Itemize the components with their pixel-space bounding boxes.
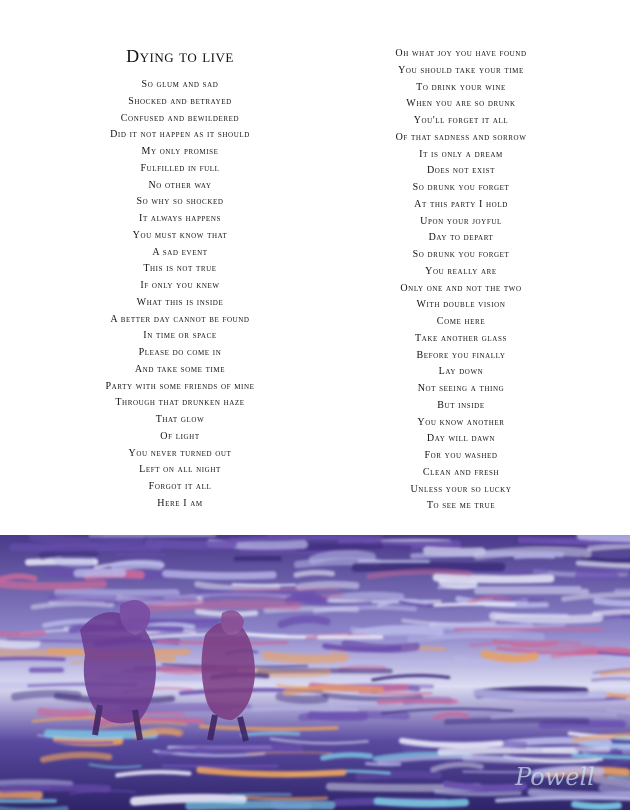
- brush-stroke: [413, 554, 562, 556]
- brush-stroke: [323, 755, 370, 758]
- poem-line: No other way: [148, 179, 212, 191]
- poem-line: Does not exist: [426, 165, 496, 177]
- brush-stroke: [42, 551, 94, 556]
- poem-line: You really are: [425, 265, 497, 277]
- brush-stroke: [299, 584, 356, 587]
- brush-stroke: [581, 535, 630, 538]
- poem-line: Here I am: [157, 497, 203, 509]
- poem-line: Take another glass: [415, 332, 507, 344]
- poem-line: Forgot it all: [148, 481, 212, 492]
- brush-stroke: [379, 701, 456, 703]
- brush-stroke: [3, 788, 107, 790]
- poem-line: Before you finally: [416, 349, 506, 361]
- poem-line: Unless your so lucky: [410, 483, 512, 495]
- poem-title: Dying to live: [126, 46, 234, 66]
- poem-line: With double vision: [416, 299, 506, 311]
- brush-stroke: [242, 733, 299, 735]
- brush-stroke: [58, 561, 90, 564]
- poem-line: To drink your wine: [416, 81, 506, 93]
- brush-stroke: [578, 563, 630, 566]
- brush-stroke: [574, 804, 618, 806]
- brush-stroke: [0, 642, 36, 644]
- poem-line: What this is inside: [136, 296, 224, 308]
- brush-stroke: [447, 720, 587, 722]
- poem-line: Confused and bewildered: [120, 112, 240, 124]
- poem-line: You must know that: [132, 229, 228, 241]
- poem-line: At this party I hold: [414, 198, 508, 210]
- poem-line: If only you knew: [140, 280, 220, 291]
- brush-stroke: [622, 578, 630, 579]
- poem-line: You know another: [417, 416, 505, 428]
- brush-stroke: [0, 658, 64, 660]
- poem-line: My only promise: [141, 146, 219, 157]
- poem-line: Lay down: [438, 366, 484, 378]
- poem-line: You should take your time: [398, 64, 524, 76]
- brush-stroke: [166, 574, 273, 576]
- brush-stroke: [356, 567, 501, 568]
- brush-stroke: [267, 656, 345, 659]
- poem-line: For you washed: [424, 450, 498, 461]
- poem-line: Of light: [160, 430, 200, 442]
- brush-stroke: [302, 715, 406, 718]
- poem-line: Of that sadness and sorrow: [395, 131, 527, 143]
- brush-stroke: [602, 788, 630, 791]
- brush-stroke: [594, 612, 630, 614]
- brush-stroke: [623, 616, 630, 618]
- poem-line: So drunk you forget: [412, 249, 510, 260]
- poem-line: Did it not happen as it should: [110, 129, 250, 141]
- brush-stroke: [198, 592, 312, 593]
- poem-line: Clean and fresh: [422, 466, 500, 478]
- poem-line: Not seeing a thing: [417, 383, 505, 394]
- brush-stroke: [360, 693, 431, 694]
- poem-line: Oh what joy you have found: [395, 48, 527, 59]
- brush-stroke: [288, 597, 319, 601]
- brush-stroke: [442, 583, 474, 586]
- brush-stroke: [235, 589, 337, 590]
- brush-stroke: [233, 584, 296, 585]
- brush-stroke: [134, 798, 242, 801]
- poem-line: That glow: [155, 414, 205, 425]
- brush-stroke: [436, 792, 520, 794]
- brush-stroke: [280, 697, 325, 700]
- brush-stroke: [149, 543, 233, 545]
- brush-stroke: [190, 805, 332, 806]
- brush-stroke: [0, 650, 78, 653]
- brush-stroke: [78, 572, 122, 573]
- poem-line: Upon your joyful: [420, 215, 502, 227]
- brush-stroke: [596, 779, 630, 784]
- poem-line: Through that drunken haze: [115, 397, 245, 409]
- brush-stroke: [115, 564, 159, 566]
- brush-stroke: [476, 693, 603, 697]
- brush-stroke: [164, 669, 202, 671]
- brush-stroke: [543, 724, 623, 725]
- brush-stroke: [359, 774, 438, 776]
- brush-stroke: [247, 753, 331, 754]
- poem-line: Left on all night: [139, 464, 221, 476]
- brush-stroke: [59, 593, 176, 594]
- brush-stroke: [296, 573, 332, 575]
- poem-line: But inside: [437, 399, 485, 411]
- poem-line: You'll forget it all: [413, 115, 509, 126]
- poem-line: This is not true: [143, 263, 217, 275]
- brush-stroke: [593, 679, 630, 681]
- poem-line: Party with some friends of mine: [105, 380, 255, 392]
- brush-stroke: [55, 742, 112, 743]
- poem-line: Shocked and betrayed: [128, 95, 232, 107]
- poem-line: Day to depart: [428, 232, 494, 244]
- brush-stroke: [298, 546, 409, 549]
- poem-left-column: [60, 0, 300, 513]
- poem-right-column: [336, 0, 586, 515]
- poem-line: Only one and not the two: [400, 282, 522, 294]
- poem-line: A better day cannot be found: [110, 313, 250, 325]
- poem-line: Fulfilled in full: [140, 162, 220, 174]
- poem-left-lines: [60, 77, 300, 513]
- poem-line: So glum and sad: [141, 79, 219, 90]
- poem-line: Come here: [436, 316, 486, 327]
- brush-stroke: [545, 749, 608, 750]
- poem-line: And take some time: [134, 363, 226, 375]
- painting-canvas: [0, 535, 630, 810]
- poem-right-lines: [336, 46, 586, 515]
- painting-signature: Powell: [515, 763, 595, 791]
- poem-line: When you are so drunk: [406, 98, 516, 110]
- brush-stroke: [435, 604, 514, 605]
- brush-stroke: [494, 599, 543, 600]
- brush-stroke: [596, 601, 630, 603]
- brush-stroke: [493, 616, 599, 619]
- brush-stroke: [313, 555, 372, 560]
- brush-stroke: [15, 693, 78, 696]
- poem-line: A sad event: [152, 246, 208, 258]
- poem-line: Day will dawn: [426, 433, 496, 445]
- brush-stroke: [485, 654, 534, 659]
- poem-line: You never turned out: [128, 447, 232, 459]
- poem-line: Please do come in: [138, 347, 222, 358]
- seascape-painting: [0, 535, 630, 810]
- poem-line: In time or space: [143, 330, 217, 342]
- poem-line: It is only a dream: [419, 148, 503, 160]
- brush-stroke: [198, 748, 299, 750]
- brush-stroke: [41, 712, 87, 714]
- brush-stroke: [609, 777, 630, 778]
- poem-line: So drunk you forget: [412, 182, 510, 193]
- brush-stroke: [378, 801, 466, 803]
- poem-line: It always happens: [139, 213, 221, 224]
- brush-stroke: [149, 604, 297, 608]
- brush-stroke: [437, 578, 551, 580]
- brush-stroke: [236, 797, 326, 798]
- poem-line: So why so shocked: [136, 196, 224, 208]
- brush-stroke: [33, 536, 139, 541]
- brush-stroke: [446, 784, 524, 788]
- brush-stroke: [0, 794, 39, 796]
- poem-line: To see me true: [426, 500, 496, 512]
